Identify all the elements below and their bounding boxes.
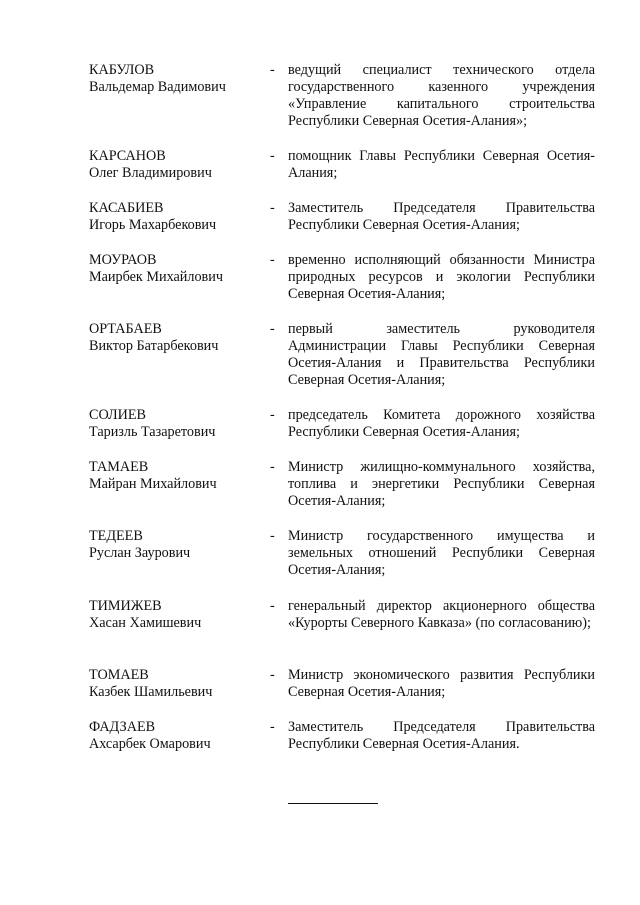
member-position: генеральный директор акционерного общества «Курорты Северного Кавказа» (по согласованию); (288, 598, 595, 631)
member-position: первый заместитель руководителя Администрации Главы Республики Северная Осетия-Алания и Правительства Республики Северная Осетия-Алания; (288, 321, 595, 388)
separator-dash: - (270, 667, 275, 683)
separator-dash: - (270, 62, 275, 78)
separator-dash: - (270, 598, 275, 614)
member-name (89, 62, 264, 96)
member-name (89, 148, 264, 182)
member-given-names: Олег Владимирович (89, 165, 212, 181)
member-name (89, 321, 264, 355)
member-given-names: Игорь Махарбекович (89, 217, 217, 233)
member-name (89, 598, 264, 632)
member-surname: ТИМИЖЕВ (89, 598, 162, 614)
member-name (89, 528, 264, 562)
separator-dash: - (270, 200, 275, 216)
member-given-names: Майран Михайлович (89, 476, 217, 492)
member-surname: ТАМАЕВ (89, 459, 149, 475)
member-given-names: Вальдемар Вадимович (89, 79, 226, 95)
member-surname: ФАДЗАЕВ (89, 719, 156, 735)
member-surname: КАБУЛОВ (89, 62, 155, 78)
member-surname: СОЛИЕВ (89, 407, 146, 423)
member-name (89, 459, 264, 493)
member-position: помощник Главы Республики Северная Осетия-Алания; (288, 148, 595, 181)
member-surname: МОУРАОВ (89, 252, 157, 268)
separator-dash: - (270, 528, 275, 544)
member-surname: ТЕДЕЕВ (89, 528, 143, 544)
member-name (89, 252, 264, 286)
member-name (89, 667, 264, 701)
member-position: Министр экономического развития Республики Северная Осетия-Алания; (288, 667, 595, 700)
member-given-names: Маирбек Михайлович (89, 269, 223, 285)
separator-dash: - (270, 719, 275, 735)
member-position: председатель Комитета дорожного хозяйства Республики Северная Осетия-Алания; (288, 407, 595, 440)
member-name (89, 200, 264, 234)
separator-dash: - (270, 321, 275, 337)
member-surname: ОРТАБАЕВ (89, 321, 162, 337)
end-divider-line (288, 803, 378, 804)
member-given-names: Ахсарбек Омарович (89, 736, 211, 752)
member-surname: КАСАБИЕВ (89, 200, 164, 216)
member-surname: ТОМАЕВ (89, 667, 149, 683)
separator-dash: - (270, 252, 275, 268)
member-given-names: Таризль Тазаретович (89, 424, 216, 440)
member-position: ведущий специалист технического отдела государственного казенного учреждения «Управление капитального строительства Республики Северная Осетия-Алания»; (288, 62, 595, 129)
member-given-names: Руслан Заурович (89, 545, 191, 561)
member-given-names: Хасан Хамишевич (89, 615, 202, 631)
member-position: Министр государственного имущества и земельных отношений Республики Северная Осетия-Алания; (288, 528, 595, 578)
separator-dash: - (270, 407, 275, 423)
member-name (89, 407, 264, 441)
separator-dash: - (270, 459, 275, 475)
member-surname: КАРСАНОВ (89, 148, 166, 164)
member-given-names: Казбек Шамильевич (89, 684, 213, 700)
member-position: временно исполняющий обязанности Министра природных ресурсов и экологии Республики Северная Осетия-Алания; (288, 252, 595, 302)
member-position: Министр жилищно-коммунального хозяйства, топлива и энергетики Республики Северная Осетия-Алания; (288, 459, 595, 509)
separator-dash: - (270, 148, 275, 164)
member-position: Заместитель Председателя Правительства Республики Северная Осетия-Алания; (288, 200, 595, 233)
member-position: Заместитель Председателя Правительства Республики Северная Осетия-Алания. (288, 719, 595, 752)
member-name (89, 719, 264, 753)
member-given-names: Виктор Батарбекович (89, 338, 219, 354)
